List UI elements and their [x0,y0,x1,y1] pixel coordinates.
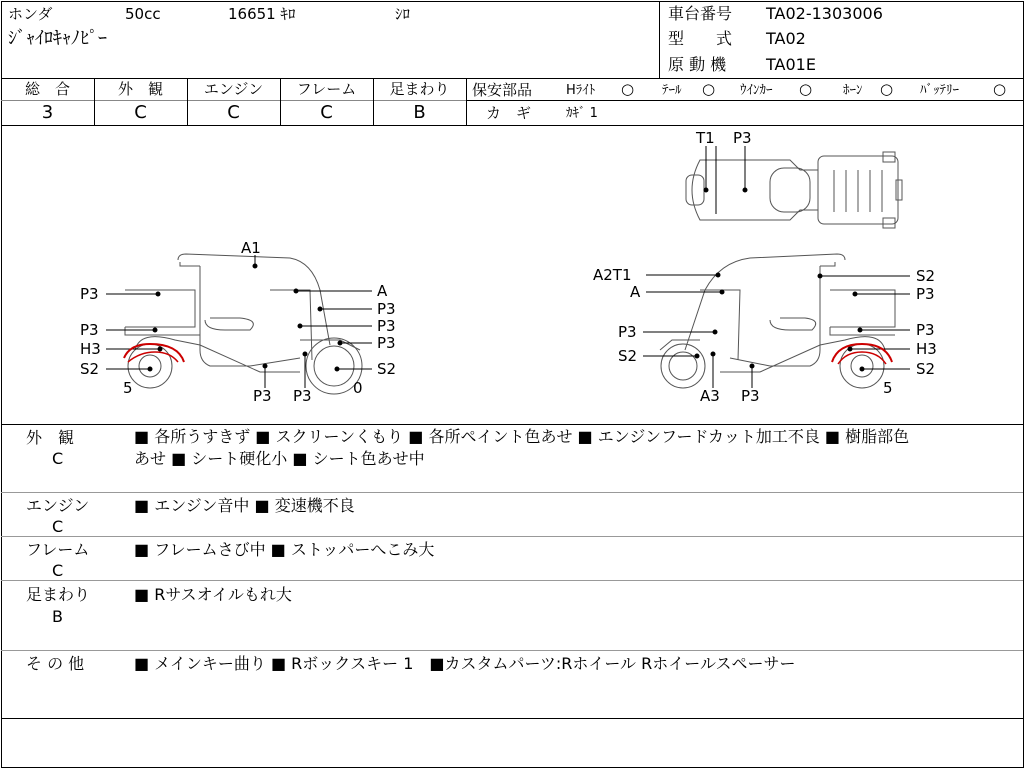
note-other-category: そ の 他 [26,654,85,673]
left-label-p3-c: P3 [377,300,396,318]
safety-tail: ﾃｰﾙ [662,83,682,98]
notes-sep-2 [1,536,1023,537]
grade-exterior-value: C [134,102,147,123]
frame-no-label: 車台番号 [668,4,733,23]
grade-frame-label: フレーム [296,80,357,98]
safety-row-divider [466,100,1023,101]
safety-headlight: Hﾗｲﾄ [566,83,596,98]
mileage: 16651 ｷﾛ [228,5,296,23]
note-exterior-grade: C [52,449,64,468]
right-label-p3-b: P3 [916,285,935,303]
note-frame-grade: C [52,561,64,580]
grade-engine-value: C [227,102,240,123]
note-engine-grade: C [52,517,64,536]
safety-winker: ｳｲﾝｶｰ [740,83,773,98]
right-label-a: A [630,283,641,301]
safety-horn-mark: ○ [880,80,894,98]
notes-bottom [1,718,1023,719]
top-label-t1: T1 [696,129,715,147]
grade-exterior-label: 外 観 [117,80,163,98]
note-exterior-line-2: あせ ■ シート硬化小 ■ シート色あせ中 [134,449,425,468]
right-side-view [660,254,895,388]
engine-label: 原 動 機 [668,55,727,74]
grade-frame-value: C [320,102,333,123]
safety-label: 保安部品 [472,81,533,99]
left-label-p3-e: P3 [377,334,396,352]
left-label-a: A [377,282,388,300]
left-label-p3-f: P3 [253,387,272,405]
top-label-p3: P3 [733,129,752,147]
left-side-pointers [106,255,372,388]
frame-no: TA02-1303006 [766,4,883,23]
left-label-5: 5 [123,379,133,397]
safety-horn: ﾎｰﾝ [843,83,863,98]
note-suspension-category: 足まわり [26,585,91,604]
right-label-a3: A3 [700,387,720,405]
right-label-s2-a: S2 [618,347,638,365]
top-view [686,146,902,228]
key-label: カ ギ [486,104,532,122]
diagram-bottom [1,424,1023,425]
grade-suspension-label: 足まわり [389,80,450,98]
grade-overall-value: 3 [41,102,54,123]
left-label-p3-d: P3 [377,317,396,335]
note-engine-category: エンジン [26,496,90,515]
engine-value: TA01E [766,55,816,74]
note-suspension-line-1: ■ Rサスオイルもれ大 [134,585,292,604]
color: ｼﾛ [395,5,411,23]
left-label-h3: H3 [80,340,101,358]
note-exterior-category: 外 観 [26,428,75,447]
key-value: ｶｷﾞ 1 [566,106,598,121]
grade-suspension-value: B [413,102,426,123]
right-label-h3: H3 [916,340,937,358]
right-label-p3-c: P3 [916,321,935,339]
right-label-p3-a: P3 [618,323,637,341]
vehicle-diagram [0,126,1024,424]
left-label-s2: S2 [80,360,100,378]
right-label-p3-d: P3 [741,387,760,405]
note-suspension-grade: B [52,607,63,626]
header-vdivider [659,1,660,78]
note-other-line-1: ■ メインキー曲り ■ Rボックスキー 1 ■カスタムパーツ:Rホイール Rホイールスペーサー [134,654,796,673]
maker: ホンダ [8,5,53,23]
left-label-p3-a: P3 [80,285,99,303]
grade-v5 [466,78,467,125]
left-label-s2-b: S2 [377,360,397,378]
notes-sep-4 [1,650,1023,651]
note-frame-line-1: ■ フレームさび中 ■ ストッパーへこみ大 [134,540,435,559]
type-label: 型 式 [668,29,733,48]
left-label-0: 0 [353,379,363,397]
header-divider [1,78,1023,79]
right-label-s2-c: S2 [916,360,936,378]
model-name: ｼﾞｬｲﾛｷｬﾉﾋﾟｰ [8,28,107,49]
grade-overall-label: 総 合 [24,80,70,98]
safety-battery-mark: ○ [993,80,1007,98]
safety-headlight-mark: ○ [621,80,635,98]
safety-battery: ﾊﾞｯﾃﾘｰ [920,83,959,98]
left-label-a1: A1 [241,239,261,257]
safety-winker-mark: ○ [799,80,813,98]
safety-tail-mark: ○ [702,80,716,98]
notes-sep-1 [1,492,1023,493]
left-label-p3-g: P3 [293,387,312,405]
grade-engine-label: エンジン [203,80,264,98]
note-engine-line-1: ■ エンジン音中 ■ 変速機不良 [134,496,355,515]
right-label-s2-b: S2 [916,267,936,285]
notes-sep-3 [1,580,1023,581]
note-exterior-line-1: ■ 各所うすきず ■ スクリーンくもり ■ 各所ペイント色あせ ■ エンジンフードカット加工不良 ■ 樹脂部色 [134,427,910,446]
right-label-5: 5 [883,379,893,397]
displacement: 50cc [125,5,161,23]
note-frame-category: フレーム [26,540,90,559]
type-value: TA02 [766,29,806,48]
right-label-a2t1: A2T1 [593,266,632,284]
left-label-p3-b: P3 [80,321,99,339]
